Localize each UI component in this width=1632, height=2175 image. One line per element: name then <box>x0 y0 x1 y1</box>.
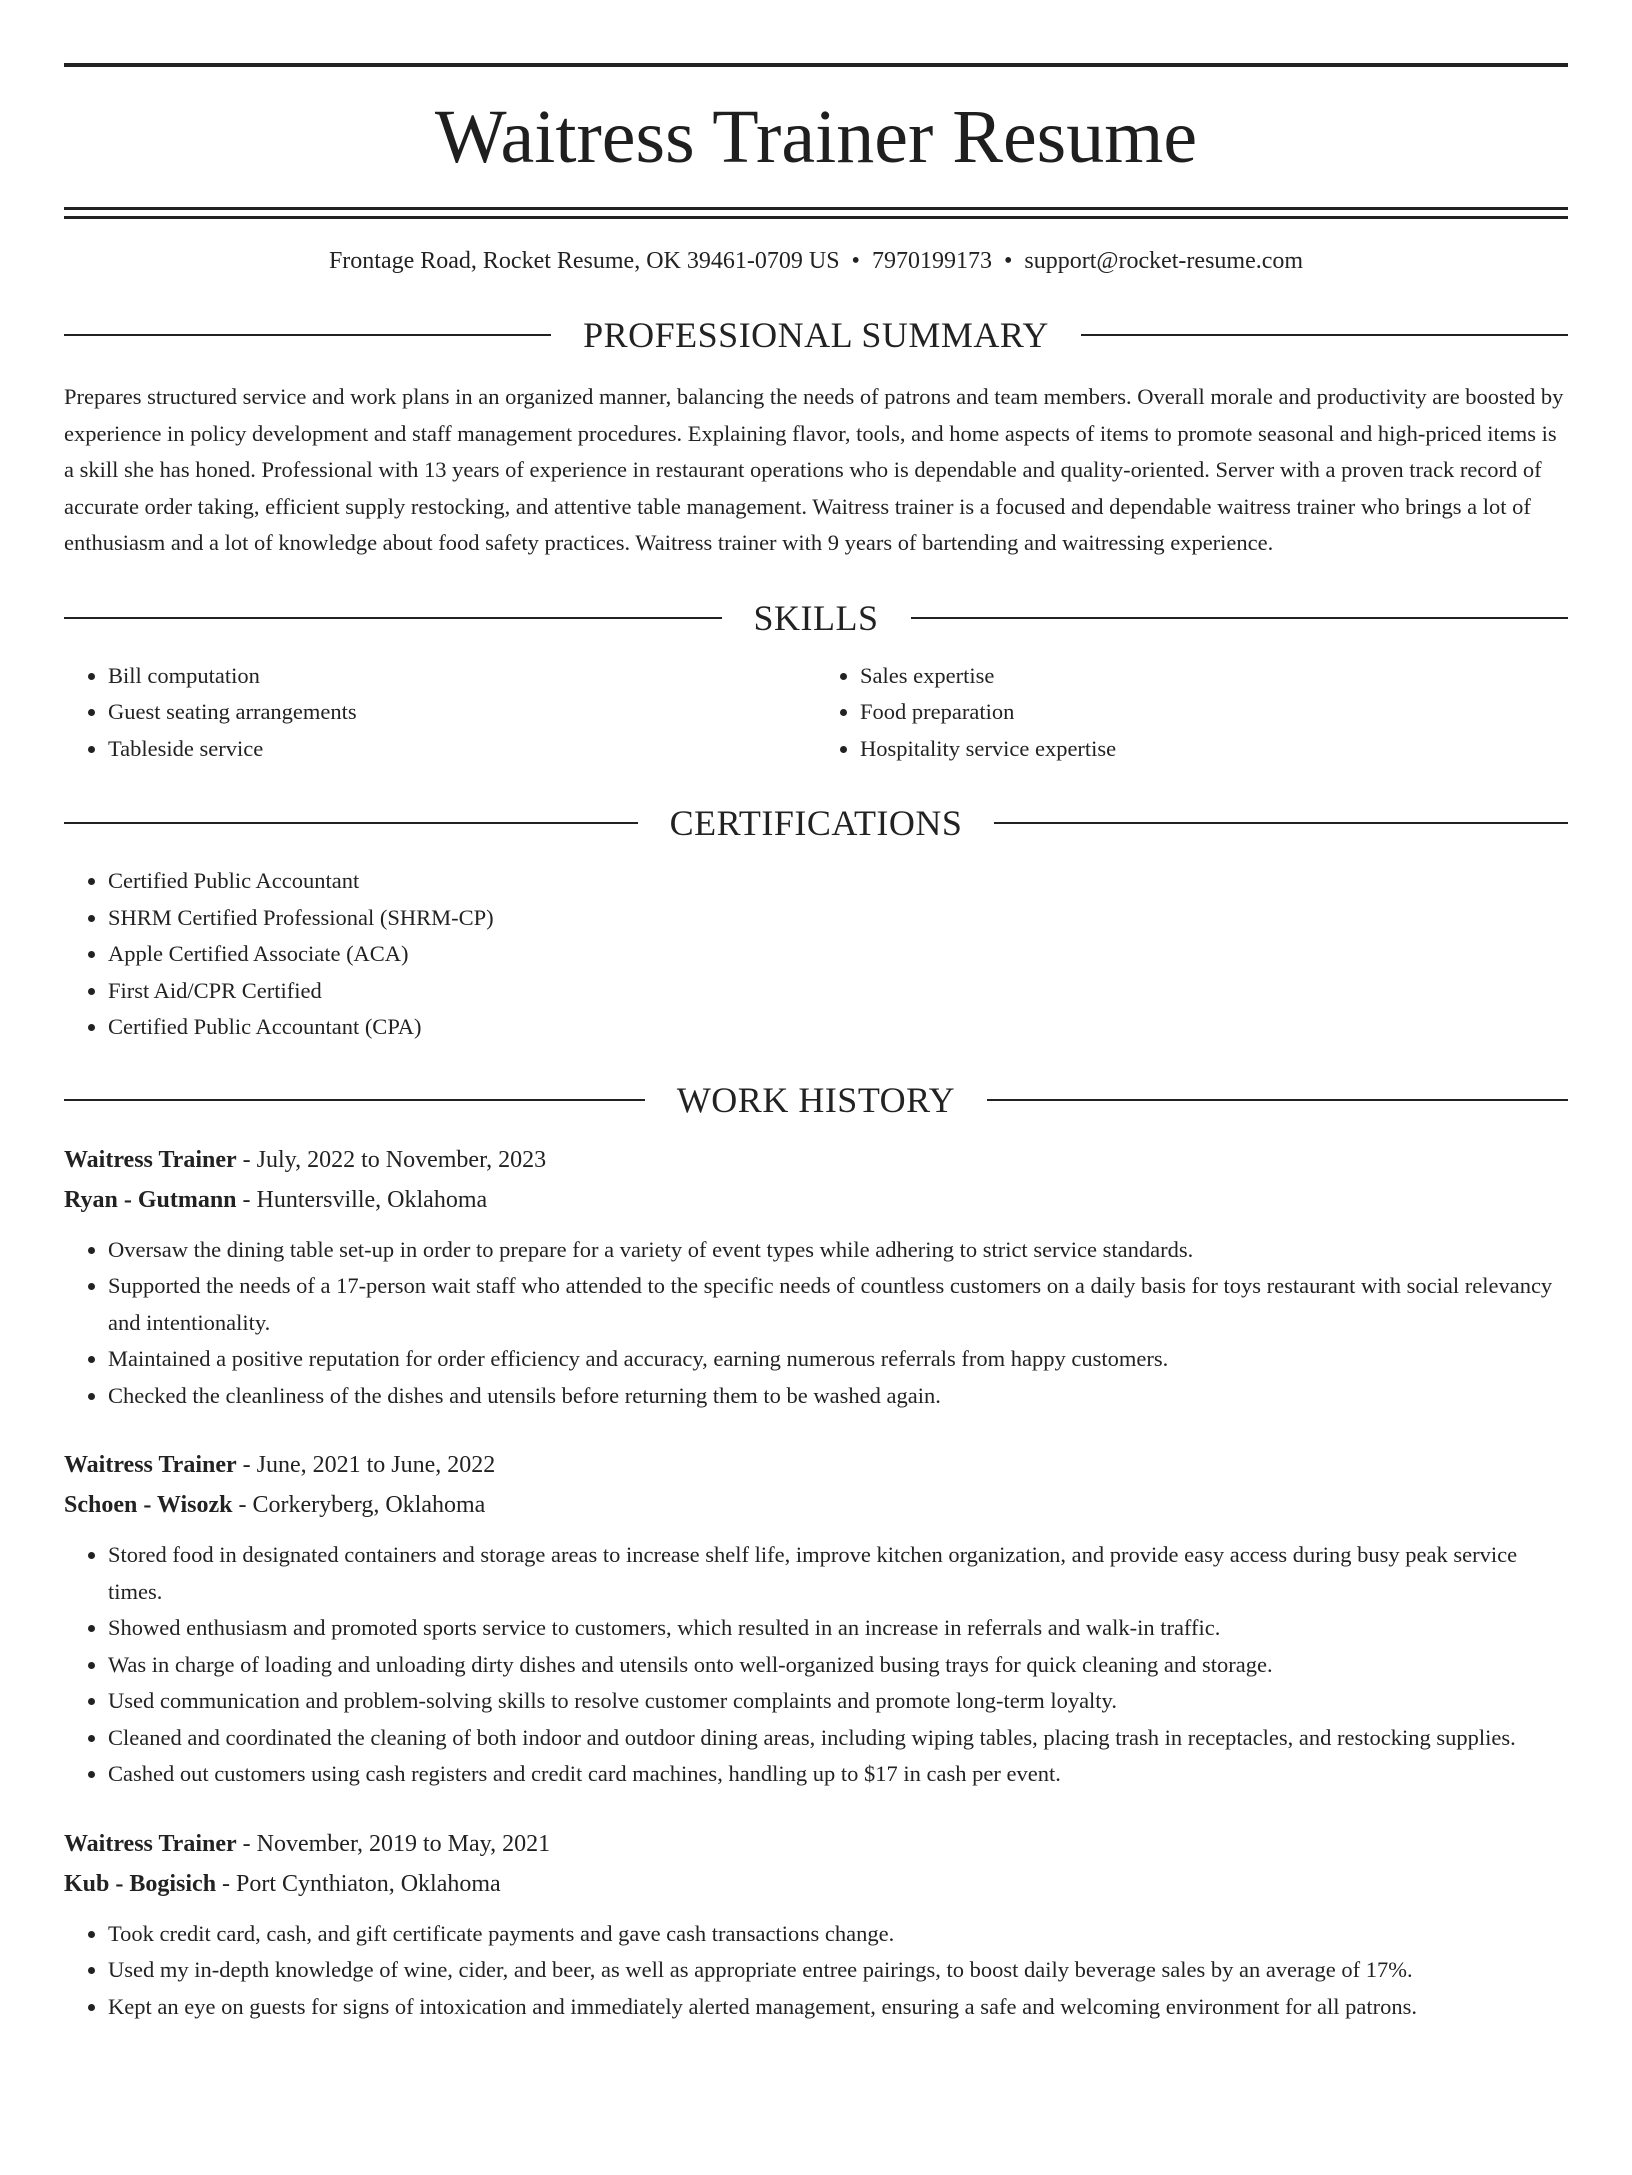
skill-item: • Sales expertise <box>860 658 1568 695</box>
section-heading-skills <box>64 597 1568 638</box>
job-company-line <box>64 1485 1568 1525</box>
top-rule <box>64 63 1568 67</box>
skills-list-right <box>816 658 1568 768</box>
job-title-line <box>64 1140 1568 1180</box>
job-bullet: • Used my in-depth knowledge of wine, cider, and beer, as well as appropriate entree pairings, to boost daily beverage sales by an average of 17%. <box>108 1952 1568 1989</box>
job-title: Waitress Trainer <box>64 1452 237 1478</box>
certification-item: • First Aid/CPR Certified <box>108 973 1568 1010</box>
job-bullet: • Cashed out customers using cash registers and credit card machines, handling up to $17 in cash per event. <box>108 1756 1568 1793</box>
contact-separator: • <box>1003 248 1013 274</box>
job-title-line <box>64 1824 1568 1864</box>
heading-rule-left <box>64 617 722 619</box>
skill-item: • Hospitality service expertise <box>860 731 1568 768</box>
skill-item: • Tableside service <box>108 731 816 768</box>
job-bullet: • Used communication and problem-solving skills to resolve customer complaints and promote long-term loyalty. <box>108 1683 1568 1720</box>
job-bullets <box>64 1916 1568 2026</box>
heading-rule-right <box>994 822 1568 824</box>
job-company: Ryan - Gutmann <box>64 1186 237 1213</box>
job-location: - Huntersville, Oklahoma <box>236 1186 488 1213</box>
job-location: - Corkeryberg, Oklahoma <box>232 1492 486 1518</box>
section-heading-work-history <box>64 1079 1568 1120</box>
job-entry <box>64 1445 1568 1793</box>
job-bullets <box>64 1537 1568 1793</box>
heading-rule-left <box>64 822 638 824</box>
job-entry <box>64 1140 1568 1415</box>
section-title: SKILLS <box>753 597 879 638</box>
contact-address: Frontage Road, Rocket Resume, OK 39461-0709 US <box>328 248 840 274</box>
skill-item: • Food preparation <box>860 694 1568 731</box>
job-dates: - July, 2022 to November, 2023 <box>236 1146 547 1173</box>
job-title-line <box>64 1445 1568 1485</box>
skill-item: • Bill computation <box>108 658 816 695</box>
job-bullet: • Was in charge of loading and unloading dirty dishes and utensils onto well-organized busing trays for quick cleaning and storage. <box>108 1647 1568 1684</box>
certifications-list <box>64 863 1568 1046</box>
job-title: Waitress Trainer <box>64 1830 237 1857</box>
skills-list-left <box>64 658 816 768</box>
job-bullet: • Supported the needs of a 17-person wait staff who attended to the specific needs of countless customers on a daily basis for toys restaurant with social relevancy and intentionality. <box>108 1268 1568 1341</box>
heading-rule-left <box>64 334 551 336</box>
job-title: Waitress Trainer <box>64 1146 237 1173</box>
job-entry <box>64 1824 1568 2026</box>
job-bullet: • Oversaw the dining table set-up in order to prepare for a variety of event types while adhering to strict service standards. <box>108 1232 1568 1269</box>
job-company-line <box>64 1864 1568 1904</box>
certification-item: • Certified Public Accountant (CPA) <box>108 1009 1568 1046</box>
certification-item: • SHRM Certified Professional (SHRM-CP) <box>108 900 1568 937</box>
job-dates: - June, 2021 to June, 2022 <box>236 1452 496 1478</box>
job-bullet: • Checked the cleanliness of the dishes and utensils before returning them to be washed again. <box>108 1378 1568 1415</box>
job-company: Schoen - Wisozk <box>64 1492 233 1518</box>
heading-rule-right <box>1081 334 1568 336</box>
contact-phone: 7970199173 <box>871 248 992 274</box>
resume-title: Waitress Trainer Resume <box>434 95 1198 179</box>
summary-text: Prepares structured service and work plans in an organized manner, balancing the needs of patrons and team members. Overall morale and productivity are boosted by experience in policy development and staff management procedures. Explaining flavor, tools, and home aspects of items to promote seasonal and high-priced items is a skill she has honed. Professional with 13 years of experience in restaurant operations who is dependable and quality-oriented. Server with a proven track record of accurate order taking, efficient supply restocking, and attentive table management. Waitress trainer is a focused and dependable waitress trainer who brings a lot of enthusiasm and a lot of knowledge about food safety practices. Waitress trainer with 9 years of bartending and waitressing experience. <box>64 384 1564 555</box>
title-double-rule <box>64 207 1568 219</box>
job-dates: - November, 2019 to May, 2021 <box>236 1830 551 1857</box>
job-location: - Port Cynthiaton, Oklahoma <box>216 1870 501 1897</box>
contact-line <box>64 249 1568 273</box>
job-bullet: • Cleaned and coordinated the cleaning of both indoor and outdoor dining areas, including wiping tables, placing trash in receptacles, and restocking supplies. <box>108 1720 1568 1757</box>
skill-item: • Guest seating arrangements <box>108 694 816 731</box>
job-bullet: • Took credit card, cash, and gift certificate payments and gave cash transactions change. <box>108 1916 1568 1953</box>
resume-page <box>0 63 1632 2175</box>
section-title: PROFESSIONAL SUMMARY <box>583 315 1049 355</box>
job-company-line <box>64 1180 1568 1220</box>
section-title: WORK HISTORY <box>676 1079 956 1120</box>
job-bullet: • Kept an eye on guests for signs of intoxication and immediately alerted management, ensuring a safe and welcoming environment for all patrons. <box>108 1989 1568 2026</box>
section-heading-summary <box>64 317 1568 353</box>
certification-item: • Certified Public Accountant <box>108 863 1568 900</box>
job-bullet: • Showed enthusiasm and promoted sports service to customers, which resulted in an increase in referrals and walk-in traffic. <box>108 1610 1568 1647</box>
job-company: Kub - Bogisich <box>64 1870 217 1897</box>
job-bullets <box>64 1232 1568 1415</box>
heading-rule-right <box>911 617 1569 619</box>
section-title: CERTIFICATIONS <box>669 803 963 843</box>
job-bullet: • Stored food in designated containers and storage areas to increase shelf life, improve kitchen organization, and provide easy access during busy peak service times. <box>108 1537 1568 1610</box>
job-bullet: • Maintained a positive reputation for order efficiency and accuracy, earning numerous referrals from happy customers. <box>108 1341 1568 1378</box>
section-heading-certifications <box>64 805 1568 841</box>
heading-rule-right <box>987 1099 1568 1101</box>
heading-rule-left <box>64 1099 645 1101</box>
skills-columns <box>64 658 1568 768</box>
contact-separator: • <box>851 248 860 274</box>
contact-email: support@rocket-resume.com <box>1024 248 1304 274</box>
certification-item: • Apple Certified Associate (ACA) <box>108 936 1568 973</box>
